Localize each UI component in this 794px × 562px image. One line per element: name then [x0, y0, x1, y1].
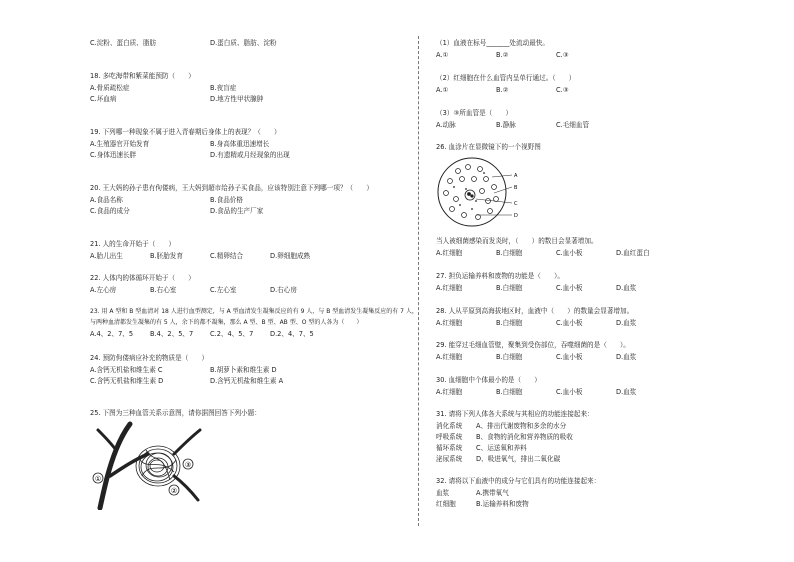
q28-option-b: B.白细胞: [496, 319, 523, 327]
q22-option-d: D.右心房: [270, 286, 297, 294]
diagram-label-3: ③: [184, 461, 192, 469]
q31-function-a: A、排出代谢废物和多余的水分: [476, 422, 567, 430]
q24-option-c: C.含钙无机盐和维生素 D: [90, 377, 164, 385]
q30-stem: 30. 血细胞中个体最小的是（ ）: [436, 376, 541, 384]
q21-option-a: A.胎儿出生: [90, 252, 123, 260]
column-divider: [418, 36, 419, 526]
q30-option-b: B.白细胞: [496, 388, 523, 396]
q28-option-d: D.血浆: [616, 319, 637, 327]
q25-3-stem: （3）③所血管是（ ）: [436, 109, 513, 117]
q20-option-b: B.食品价格: [210, 196, 243, 204]
q31-system-2: 呼吸系统: [436, 433, 463, 441]
q25-1-option-c: C.③: [556, 51, 569, 59]
q21-stem: 21. 人的生命开始于（ ）: [90, 240, 176, 248]
smear-label-d: D: [514, 213, 518, 219]
q25-2-option-b: B.②: [496, 86, 509, 94]
q23-option-d: D.2、4、7、5: [270, 330, 314, 338]
q21-option-c: C.精卵结合: [210, 252, 244, 260]
q19-option-b: B.身高体重迅速增长: [210, 140, 270, 148]
q22-stem: 22. 人体内的体循环开始于（ ）: [90, 274, 195, 282]
q23-option-c: C.2、4、5、7: [210, 330, 254, 338]
q31-function-d: D、吸进氧气，排出二氧化碳: [476, 455, 561, 463]
q25-1-stem: （1）血液在标号_______处流动最快。: [436, 39, 549, 47]
blood-smear-diagram: [436, 155, 526, 230]
q30-option-d: D.血浆: [616, 388, 637, 396]
q23-option-b: B.4、2、5、7: [150, 330, 194, 338]
smear-label-a: A: [514, 173, 518, 179]
q28-stem: 28. 人从平原到高海拔地区时，血液中（ ）的数量会显著增加。: [436, 307, 634, 315]
q26-option-d: D.血红蛋白: [616, 249, 650, 257]
q27-option-d: D.血浆: [616, 284, 637, 292]
q24-option-a: A.含钙无机盐和维生素 C: [90, 366, 163, 374]
q21-option-d: D.卵细胞成熟: [270, 252, 311, 260]
q24-stem: 24. 预防佝偻病应补充的物质是（ ）: [90, 354, 209, 362]
q30-option-a: A.红细胞: [436, 388, 463, 396]
q31-stem: 31. 请将下列人体各大系统与其相应的功能连接起来：: [436, 410, 594, 418]
q31-function-c: C、运送氧和养料: [476, 444, 527, 452]
q19-option-a: A.生殖器官开始发育: [90, 140, 150, 148]
smear-label-c: C: [514, 201, 518, 207]
q27-option-a: A.红细胞: [436, 284, 463, 292]
q26-stem: 26. 血涂片在显微镜下的一个视野图: [436, 143, 541, 151]
q29-option-a: A.红细胞: [436, 353, 463, 361]
q31-function-b: B、食物的消化和营养物质的吸收: [476, 433, 573, 441]
q20-option-a: A.食品名称: [90, 196, 123, 204]
q19-option-d: D.有遗精或月经现象的出现: [210, 151, 290, 159]
q25-2-option-c: C.③: [556, 86, 569, 94]
blood-vessel-diagram: [90, 420, 210, 510]
q26-option-c: C.血小板: [556, 249, 583, 257]
q23-stem-line2: 与两种血清都发生凝集的有 5 人，余下的都不凝集，那么 A 型、B 型、AB 型、O 型的人各为（ ）: [90, 319, 363, 326]
q25-1-option-b: B.②: [496, 51, 509, 59]
q21-option-b: B.胚胎发育: [150, 252, 183, 260]
q18-option-d: D.地方性甲状腺肿: [210, 95, 264, 103]
q26-option-b: B.白细胞: [496, 249, 523, 257]
q27-option-b: B.白细胞: [496, 284, 523, 292]
diagram-label-1: ①: [94, 475, 102, 483]
q32-function-b: B.运输养料和废物: [476, 500, 529, 508]
q29-option-c: C.血小板: [556, 353, 583, 361]
q22-option-b: B.右心室: [150, 286, 177, 294]
q23-option-a: A.4、2、7、5: [90, 330, 134, 338]
q29-option-b: B.白细胞: [496, 353, 523, 361]
q32-item-2: 红细胞: [436, 500, 456, 508]
q25-3-option-a: A.动脉: [436, 121, 456, 129]
q17-option-c: C.淀粉、蛋白质、脂肪: [90, 39, 157, 47]
q22-option-c: C.左心室: [210, 286, 237, 294]
q32-function-a: A.携带氧气: [476, 489, 509, 497]
q24-option-d: D.含钙无机盐和维生素 A: [210, 377, 284, 385]
q20-option-d: D.食品的生产厂家: [210, 207, 264, 215]
q25-2-stem: （2）红细胞在什么血管内呈单行通过。（ ）: [436, 74, 576, 82]
q29-option-d: D.血浆: [616, 353, 637, 361]
q17-option-d: D.蛋白质、脂肪、淀粉: [210, 39, 277, 47]
q32-item-1: 血浆: [436, 489, 450, 497]
q27-option-c: C.血小板: [556, 284, 583, 292]
q28-option-a: A.红细胞: [436, 319, 463, 327]
q19-option-c: C.身体迅速长胖: [90, 151, 137, 159]
q25-2-option-a: A.①: [436, 86, 449, 94]
white-blood-cell: [465, 190, 475, 200]
q18-option-b: B.夜盲症: [210, 84, 237, 92]
smear-label-b: B: [514, 185, 518, 191]
q30-option-c: C.血小板: [556, 388, 583, 396]
q26-option-a: A.红细胞: [436, 249, 463, 257]
q25-3-option-c: C.毛细血管: [556, 121, 590, 129]
q25-3-option-b: B.静脉: [496, 121, 516, 129]
q20-option-c: C.食品的成分: [90, 207, 130, 215]
q23-stem-line1: 23. 用 A 型和 B 型血清对 18 人进行血型测定，与 A 型血清发生凝集反应的有 9 人，与 B 型血清发生凝集反应的有 7 人，: [90, 308, 418, 315]
q31-system-1: 消化系统: [436, 422, 463, 430]
q24-option-b: B.胡萝卜素和维生素 D: [210, 366, 277, 374]
q22-option-a: A.左心房: [90, 286, 117, 294]
q27-stem: 27. 担负运输养料和废物的功能是（ ）。: [436, 272, 564, 280]
diagram-label-2: ②: [170, 487, 178, 495]
q25-stem: 25. 下图为三种血管关系示意图，请你据图回答下列小题：: [90, 409, 261, 417]
q32-stem: 32. 请将以下血液中的成分与它们具有的功能连接起来：: [436, 477, 601, 485]
q18-option-c: C.坏血病: [90, 95, 117, 103]
q26-sub-stem: 当人被细菌感染而发炎时，（ ）的数目会显著增加。: [436, 237, 598, 245]
q25-1-option-a: A.①: [436, 51, 449, 59]
q18-option-a: A.骨质疏松症: [90, 84, 130, 92]
q31-system-4: 泌尿系统: [436, 455, 463, 463]
q20-stem: 20. 王大妈的孙子患有佝偻病，王大妈到超市给孙子买食品，应该特别注意下列哪一项？（ ）: [90, 184, 373, 192]
q28-option-c: C.血小板: [556, 319, 583, 327]
capillary-network: [136, 446, 180, 486]
q19-stem: 19. 下列哪一种现象不属于进入青春期后身体上的表现？（ ）: [90, 128, 281, 136]
q31-system-3: 循环系统: [436, 444, 463, 452]
q18-stem: 18. 多吃海带和紫菜能预防（ ）: [90, 72, 195, 80]
q29-stem: 29. 能穿过毛细血管壁，聚集到受伤部位，吞噬细菌的是（ ）。: [436, 341, 630, 349]
